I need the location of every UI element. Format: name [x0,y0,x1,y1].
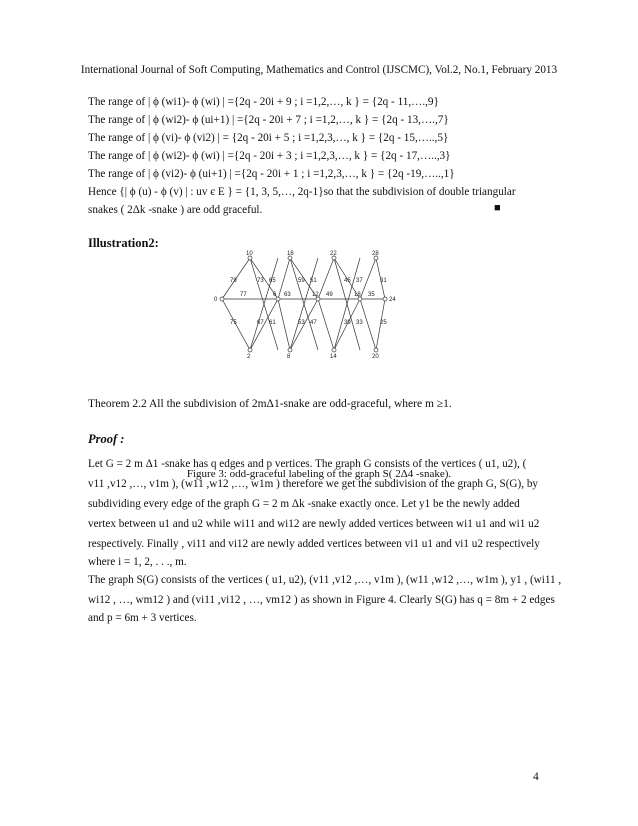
range-line-5: The range of | ϕ (vi2)- ϕ (ui+1) | ={2q - 20i + 1 ; i =1,2,3,…, k } = {2q -19,…..,1} [88,168,455,180]
lower-label: 61 [269,320,276,326]
upper-label: 51 [310,278,317,284]
page-number: 4 [533,771,539,783]
proof-line-6: where i = 1, 2, . . ., m. [88,556,187,568]
hence-line-2: snakes ( 2Δk -snake ) are odd graceful. [88,204,263,216]
middle-label: 35 [368,292,375,298]
illustration-heading: Illustration2: [88,236,159,250]
lower-label: 47 [310,320,317,326]
top-label: 22 [330,251,337,257]
inner-label: 18 [354,292,361,298]
middle-label: 63 [284,292,291,298]
proof-line-9: and p = 6m + 3 vertices. [88,612,197,624]
proof-heading: Proof : [88,432,125,446]
lower-label: 67 [257,320,264,326]
range-line-4: The range of | ϕ (wi2)- ϕ (wi) | ={2q - 20i + 3 ; i =1,2,3,…, k } = {2q - 17,…..,3} [88,150,451,162]
bottom-label: 14 [330,354,337,360]
lower-label: 33 [356,320,363,326]
lower-label: 75 [230,320,237,326]
upper-label: 73 [257,278,264,284]
proof-line-5: respectively. Finally , vi11 and vi12 are newly added vertices between vi1 u1 and vi1 u2 respectively [88,538,540,550]
bottom-label: 2 [247,354,251,360]
theorem-statement: Theorem 2.2 All the subdivision of 2mΔ1-snake are odd-graceful, where m ≥1. [88,398,452,410]
lower-label: 25 [380,320,387,326]
upper-label: 65 [269,278,276,284]
proof-line-4: vertex between u1 and u2 while wi11 and wi12 are newly added vertices between wi1 u1 and wi1 u2 [88,518,540,530]
running-header: International Journal of Soft Computing, Mathematics and Control (IJSCMC), Vol.2, No.1, February 2013 [80,64,558,76]
bottom-label: 20 [372,354,379,360]
upper-label: 31 [380,278,387,284]
inner-label: 6 [273,292,277,298]
range-line-2: The range of | ϕ (wi2)- ϕ (ui+1) | ={2q - 20i + 7 ; i =1,2,…, k } = {2q - 13,….,7} [88,114,449,126]
upper-label: 79 [230,278,237,284]
range-line-3: The range of | ϕ (vi)- ϕ (vi2) | = {2q - 20i + 5 ; i =1,2,3,…, k } = {2q - 15,…..,5} [88,132,449,144]
figure-caption: Figure 3: odd-graceful labeling of the graph S( 2Δ4 -snake). [186,468,452,480]
top-label: 28 [372,251,379,257]
middle-label: 77 [240,292,247,298]
end-label-right: 24 [389,297,396,303]
lower-label: 53 [298,320,305,326]
bottom-label: 8 [287,354,291,360]
proof-line-8: wi12 , …, wm12 ) and (vi11 ,vi12 , …, vm12 ) as shown in Figure 4. Clearly S(G) has q = 8m + 2 edges [88,594,555,606]
proof-line-3: subdividing every edge of the graph G = 2 m Δk -snake exactly once. Let y1 be the newly added [88,498,520,510]
end-of-proof-mark: ■ [494,202,501,214]
lower-label: 39 [344,320,351,326]
inner-label: 12 [312,292,319,298]
proof-line-2: v11 ,v12 ,…, v1m ), (w11 ,w12 ,…, w1m ) therefore we get the subdivision of the graph G, S(G), by [88,478,539,490]
proof-line-7: The graph S(G) consists of the vertices ( u1, u2), (v11 ,v12 ,…, v1m ), (w11 ,w12 ,…, w1m ), y1 , (wi11 , [88,574,562,586]
top-label: 16 [287,251,294,257]
upper-label: 59 [298,278,305,284]
proof-line-1: Let G = 2 m Δ1 -snake has q edges and p vertices. The graph G consists of the vertices ( u1, u2), ( [88,458,527,470]
range-line-1: The range of | ϕ (wi1)- ϕ (wi) | ={2q - 20i + 9 ; i =1,2,…, k } = {2q - 11,….,9} [88,96,439,108]
upper-label: 37 [356,278,363,284]
upper-label: 45 [344,278,351,284]
top-label: 10 [246,251,253,257]
hence-line-1: Hence {| ϕ (u) - ϕ (v) | : uv є E } = {1, 3, 5,…, 2q-1}so that the subdivision of double triangular [88,186,516,198]
figure-graph [210,248,430,360]
middle-label: 49 [326,292,333,298]
end-label-left: 0 [214,297,218,303]
